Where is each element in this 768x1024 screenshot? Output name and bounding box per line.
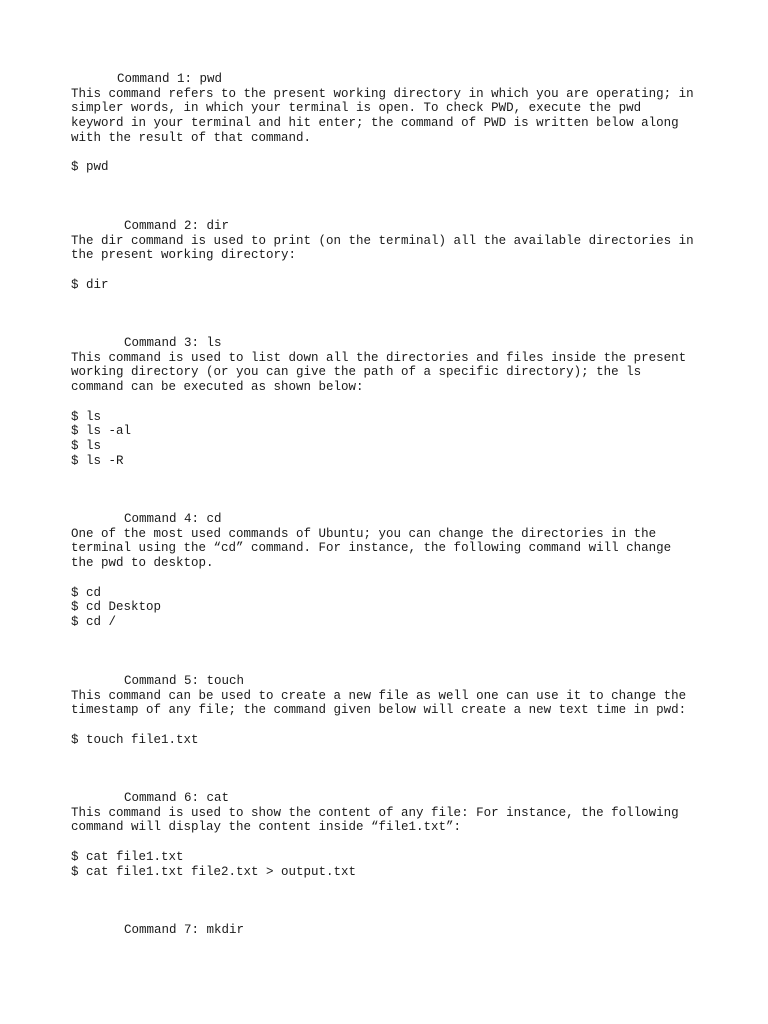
section-description — [71, 806, 751, 835]
section-heading: Command 6: cat — [124, 791, 230, 805]
code-block — [71, 850, 751, 879]
command-section-touch — [71, 674, 751, 748]
command-section-cd — [71, 512, 751, 630]
code-block — [71, 410, 751, 469]
section-heading: Command 1: pwd — [117, 72, 223, 86]
code-line: $ ls — [71, 409, 102, 424]
code-line: $ touch file1.txt — [71, 732, 199, 747]
code-line: $ dir — [71, 277, 109, 292]
description-line: the pwd to desktop. — [71, 556, 214, 571]
section-heading: Command 3: ls — [124, 336, 222, 350]
code-line: $ cat file1.txt file2.txt > output.txt — [71, 864, 357, 879]
section-description — [71, 351, 751, 395]
section-description — [71, 87, 751, 146]
code-block — [71, 586, 751, 630]
description-line: This command refers to the present working directory in which you are operating; in — [71, 86, 694, 101]
code-line: $ cd Desktop — [71, 600, 162, 615]
description-line: working directory (or you can give the path of a specific directory); the ls — [71, 365, 642, 380]
description-line: terminal using the “cd” command. For instance, the following command will change — [71, 541, 672, 556]
section-heading: Command 2: dir — [124, 219, 230, 233]
description-line: keyword in your terminal and hit enter; the command of PWD is written below along — [71, 116, 679, 131]
command-section-pwd — [71, 72, 751, 175]
description-line: command can be executed as shown below: — [71, 380, 364, 395]
code-line: $ pwd — [71, 160, 109, 175]
section-description — [71, 689, 751, 718]
section-heading: Command 4: cd — [124, 512, 222, 526]
description-line: command will display the content inside “file1.txt”: — [71, 820, 462, 835]
description-line: This command is used to show the content of any file: For instance, the following — [71, 805, 679, 820]
description-line: This command can be used to create a new file as well one can use it to change the — [71, 688, 687, 703]
description-line: One of the most used commands of Ubuntu; you can change the directories in the — [71, 526, 657, 541]
code-line: $ cd — [71, 585, 102, 600]
section-heading: Command 7: mkdir — [124, 923, 245, 937]
code-block — [71, 278, 751, 293]
code-line: $ cd / — [71, 614, 117, 629]
code-line: $ ls — [71, 438, 102, 453]
section-description — [71, 234, 751, 263]
command-section-ls — [71, 336, 751, 468]
description-line: The dir command is used to print (on the terminal) all the available directories in — [71, 233, 694, 248]
description-line: the present working directory: — [71, 248, 297, 263]
code-line: $ ls -al — [71, 424, 132, 439]
command-section-dir — [71, 219, 751, 293]
code-line: $ ls -R — [71, 453, 124, 468]
code-block — [71, 160, 751, 175]
code-block — [71, 733, 751, 748]
code-line: $ cat file1.txt — [71, 849, 184, 864]
description-line: with the result of that command. — [71, 130, 312, 145]
command-section-cat — [71, 791, 751, 879]
description-line: timestamp of any file; the command given below will create a new text time in pwd: — [71, 703, 687, 718]
command-section-mkdir — [71, 923, 751, 938]
section-description — [71, 527, 751, 571]
section-heading: Command 5: touch — [124, 674, 245, 688]
description-line: This command is used to list down all the directories and files inside the present — [71, 350, 687, 365]
description-line: simpler words, in which your terminal is open. To check PWD, execute the pwd — [71, 101, 642, 116]
